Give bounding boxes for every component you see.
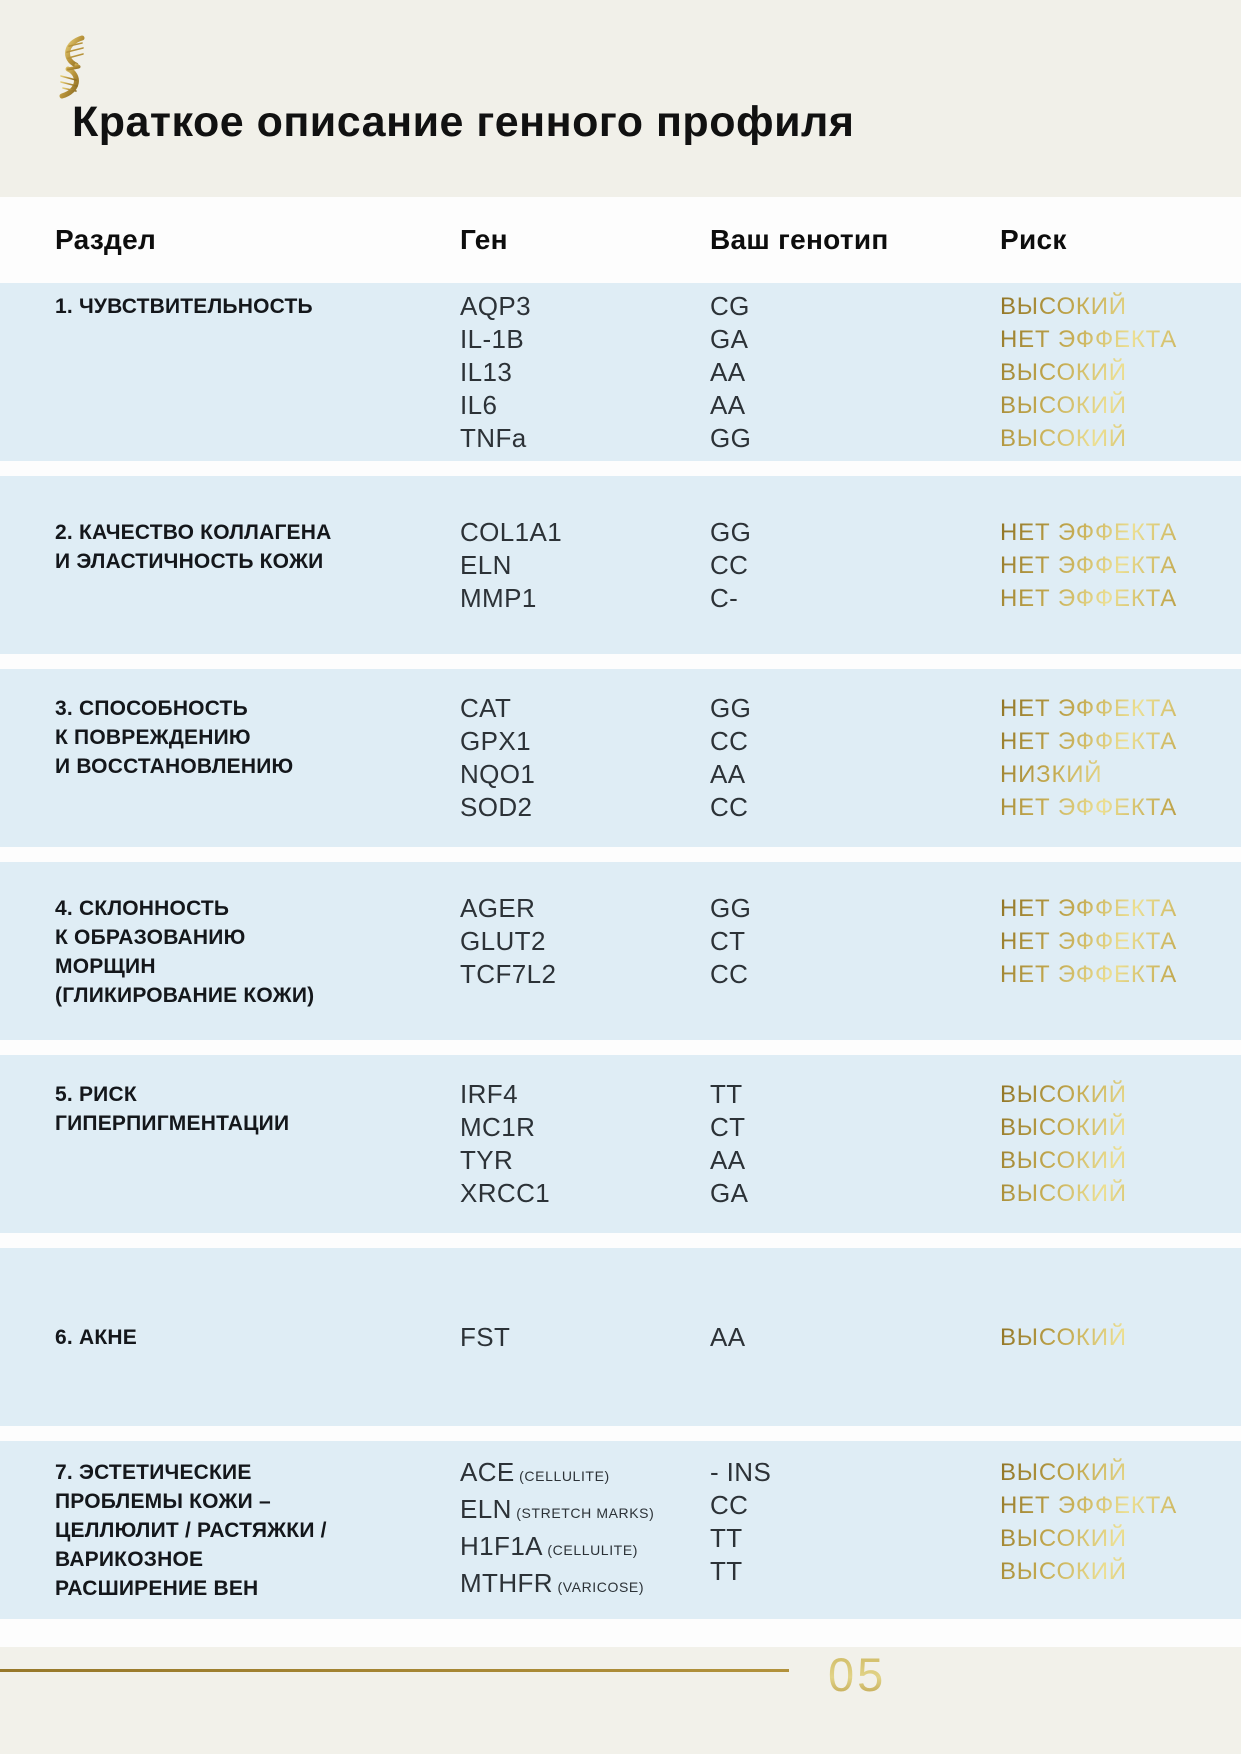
table-header-row xyxy=(0,197,1241,283)
genotype-cell: AA xyxy=(710,356,746,387)
section-title xyxy=(55,1321,460,1354)
risk-column xyxy=(1000,1078,1241,1210)
gene-column xyxy=(460,1078,710,1210)
gene-note: (CELLULITE) xyxy=(542,1542,639,1558)
genotype-cell: C- xyxy=(710,582,739,613)
gene-column xyxy=(460,1456,710,1604)
gene-profile-table xyxy=(0,197,1241,1647)
section-band xyxy=(0,1248,1241,1426)
risk-cell: ВЫСОКИЙ xyxy=(1000,358,1127,386)
section-title-line: ВАРИКОЗНОЕ xyxy=(55,1548,204,1571)
genotype-column xyxy=(710,1456,1000,1604)
gene-note: (CELLULITE) xyxy=(514,1468,610,1484)
risk-cell: НЕТ ЭФФЕКТА xyxy=(1000,794,1178,821)
gene-column xyxy=(460,892,710,1010)
gene-cell: GPX1 xyxy=(460,726,531,756)
gene-cell: MMP1 xyxy=(460,582,537,613)
section-title-line: МОРЩИН xyxy=(55,955,156,978)
genotype-cell: CC xyxy=(710,726,749,756)
section-title-line: (ГЛИКИРОВАНИЕ КОЖИ) xyxy=(55,984,315,1007)
gene-cell: XRCC1 xyxy=(460,1178,551,1208)
risk-cell: ВЫСОКИЙ xyxy=(1000,292,1127,320)
page-title: Краткое описание генного профиля xyxy=(72,98,855,146)
section-grid xyxy=(0,516,1241,615)
gene-cell: IL13 xyxy=(460,356,513,387)
risk-cell: ВЫСОКИЙ xyxy=(1000,1114,1127,1141)
gene-cell: MC1R xyxy=(460,1112,536,1142)
risk-cell: НЕТ ЭФФЕКТА xyxy=(1000,551,1178,579)
column-header-gene: Ген xyxy=(460,224,508,255)
section-grid xyxy=(0,1321,1241,1354)
section-title-line: ГИПЕРПИГМЕНТАЦИИ xyxy=(55,1112,290,1135)
section-band xyxy=(0,476,1241,654)
section-title-line: ПРОБЛЕМЫ КОЖИ – xyxy=(55,1490,271,1513)
genotype-column xyxy=(710,290,1000,455)
section-grid xyxy=(0,1456,1241,1604)
footer-divider-line xyxy=(0,1669,789,1672)
gene-cell: TYR xyxy=(460,1145,514,1175)
page-number: 05 xyxy=(828,1648,887,1701)
risk-column xyxy=(1000,516,1241,615)
gene-cell: IL-1B xyxy=(460,323,525,354)
genotype-column xyxy=(710,1078,1000,1210)
section-title-line: 6. АКНЕ xyxy=(55,1325,137,1349)
section-title-line: 2. КАЧЕСТВО КОЛЛАГЕНА xyxy=(55,520,332,544)
gene-cell: GLUT2 xyxy=(460,926,546,956)
risk-cell: НЕТ ЭФФЕКТА xyxy=(1000,1492,1178,1519)
genotype-cell: AA xyxy=(710,1145,746,1175)
genotype-cell: GA xyxy=(710,1178,749,1208)
risk-cell: ВЫСОКИЙ xyxy=(1000,1558,1127,1585)
table-body xyxy=(0,283,1241,1619)
section-title-line: РАСШИРЕНИЕ ВЕН xyxy=(55,1577,259,1600)
risk-column xyxy=(1000,692,1241,824)
section-band xyxy=(0,862,1241,1040)
genotype-cell: TT xyxy=(710,1556,743,1586)
section-grid xyxy=(0,290,1241,455)
gene-cell: TNFa xyxy=(460,422,527,453)
risk-cell: НЕТ ЭФФЕКТА xyxy=(1000,928,1178,955)
section-title xyxy=(55,1456,460,1604)
section-band xyxy=(0,669,1241,847)
risk-cell: НЕТ ЭФФЕКТА xyxy=(1000,961,1178,988)
risk-cell: НЕТ ЭФФЕКТА xyxy=(1000,325,1178,353)
section-title xyxy=(55,516,460,615)
genotype-cell: GG xyxy=(710,893,752,923)
genotype-column xyxy=(710,516,1000,615)
genotype-column xyxy=(710,1321,1000,1354)
gene-cell: FST xyxy=(460,1321,511,1352)
section-grid xyxy=(0,1078,1241,1210)
gene-cell: COL1A1 xyxy=(460,516,563,547)
genotype-column xyxy=(710,892,1000,1010)
gene-note: (STRETCH MARKS) xyxy=(511,1505,655,1521)
genotype-cell: GA xyxy=(710,323,749,354)
gene-column xyxy=(460,692,710,824)
risk-cell: ВЫСОКИЙ xyxy=(1000,1459,1127,1486)
gene-cell: IL6 xyxy=(460,389,498,420)
gene-cell: MTHFR (VARICOSE) xyxy=(460,1568,645,1598)
genotype-cell: CC xyxy=(710,959,749,989)
section-band xyxy=(0,1441,1241,1619)
section-title-line: 1. ЧУВСТВИТЕЛЬНОСТЬ xyxy=(55,294,313,318)
section-grid xyxy=(0,692,1241,824)
risk-cell: НЕТ ЭФФЕКТА xyxy=(1000,728,1178,755)
genotype-cell: CT xyxy=(710,1112,746,1142)
gene-column xyxy=(460,516,710,615)
genotype-cell: CG xyxy=(710,290,750,321)
genotype-cell: CC xyxy=(710,792,749,822)
risk-column xyxy=(1000,1321,1241,1354)
risk-cell: НЕТ ЭФФЕКТА xyxy=(1000,584,1178,612)
risk-cell: НЕТ ЭФФЕКТА xyxy=(1000,518,1178,546)
section-title-line: 4. СКЛОННОСТЬ xyxy=(55,897,230,920)
risk-cell: ВЫСОКИЙ xyxy=(1000,424,1127,452)
genotype-cell: TT xyxy=(710,1523,743,1553)
gene-column xyxy=(460,290,710,455)
genotype-cell: AA xyxy=(710,759,746,789)
genotype-cell: CC xyxy=(710,549,749,580)
section-title xyxy=(55,290,460,455)
gene-cell: IRF4 xyxy=(460,1079,518,1109)
column-header-genotype: Ваш генотип xyxy=(710,224,889,255)
section-grid xyxy=(0,892,1241,1010)
gene-cell: ELN xyxy=(460,549,512,580)
gene-column xyxy=(460,1321,710,1354)
gene-cell: CAT xyxy=(460,693,512,723)
section-band xyxy=(0,283,1241,461)
section-title xyxy=(55,692,460,824)
genotype-cell: CC xyxy=(710,1490,749,1520)
section-title xyxy=(55,892,460,1010)
genotype-cell: AA xyxy=(710,1321,746,1352)
genotype-cell: TT xyxy=(710,1079,743,1109)
section-title-line: И ЭЛАСТИЧНОСТЬ КОЖИ xyxy=(55,549,324,573)
genotype-cell: GG xyxy=(710,693,752,723)
risk-cell: ВЫСОКИЙ xyxy=(1000,1081,1127,1108)
section-title-line: 7. ЭСТЕТИЧЕСКИЕ xyxy=(55,1461,252,1484)
genotype-column xyxy=(710,692,1000,824)
genotype-cell: GG xyxy=(710,516,752,547)
risk-cell: ВЫСОКИЙ xyxy=(1000,391,1127,419)
risk-cell: НИЗКИЙ xyxy=(1000,761,1103,788)
section-title-line: К ОБРАЗОВАНИЮ xyxy=(55,926,246,949)
gene-cell: H1F1A (CELLULITE) xyxy=(460,1531,639,1561)
section-title xyxy=(55,1078,460,1210)
risk-column xyxy=(1000,892,1241,1010)
gene-cell: SOD2 xyxy=(460,792,533,822)
gene-cell: TCF7L2 xyxy=(460,959,557,989)
gene-cell: ACE (CELLULITE) xyxy=(460,1457,610,1487)
section-title-line: И ВОССТАНОВЛЕНИЮ xyxy=(55,755,294,778)
dna-helix-logo-icon xyxy=(54,34,90,105)
risk-cell: НЕТ ЭФФЕКТА xyxy=(1000,695,1178,722)
column-header-section: Раздел xyxy=(55,224,157,255)
risk-cell: ВЫСОКИЙ xyxy=(1000,1323,1127,1351)
risk-cell: ВЫСОКИЙ xyxy=(1000,1525,1127,1552)
gene-cell: ELN (STRETCH MARKS) xyxy=(460,1494,655,1524)
gene-note: (VARICOSE) xyxy=(552,1579,645,1595)
risk-cell: ВЫСОКИЙ xyxy=(1000,1147,1127,1174)
gene-cell: AGER xyxy=(460,893,536,923)
genotype-cell: CT xyxy=(710,926,746,956)
genotype-cell: - INS xyxy=(710,1457,772,1487)
section-title-line: 5. РИСК xyxy=(55,1083,137,1106)
page-header xyxy=(0,0,1241,197)
gene-cell: NQO1 xyxy=(460,759,536,789)
genotype-cell: AA xyxy=(710,389,746,420)
page-footer xyxy=(0,1647,1241,1754)
section-band xyxy=(0,1055,1241,1233)
column-header-risk: Риск xyxy=(1000,224,1067,255)
risk-column xyxy=(1000,290,1241,455)
risk-column xyxy=(1000,1456,1241,1604)
risk-cell: ВЫСОКИЙ xyxy=(1000,1180,1127,1207)
section-title-line: 3. СПОСОБНОСТЬ xyxy=(55,697,248,720)
gene-cell: AQP3 xyxy=(460,290,531,321)
section-title-line: К ПОВРЕЖДЕНИЮ xyxy=(55,726,251,749)
genotype-cell: GG xyxy=(710,422,752,453)
section-title-line: ЦЕЛЛЮЛИТ / РАСТЯЖКИ / xyxy=(55,1519,327,1542)
risk-cell: НЕТ ЭФФЕКТА xyxy=(1000,895,1178,922)
